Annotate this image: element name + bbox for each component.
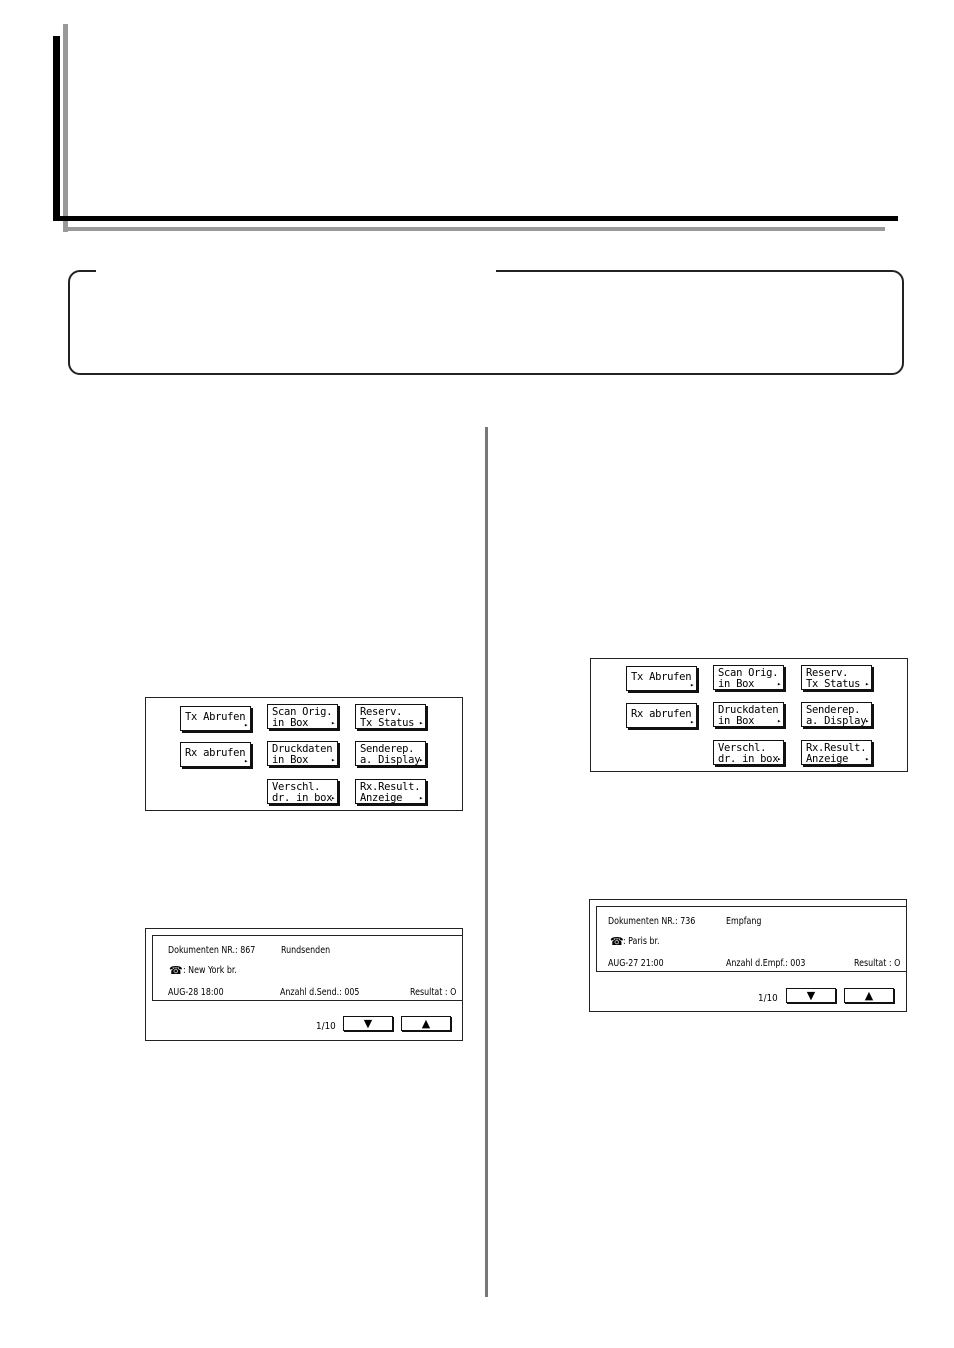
date-time: AUG-28 18:00	[168, 987, 224, 998]
up-arrow-icon: ▲	[864, 989, 874, 1002]
button-label: Scan Orig. in Box	[272, 706, 333, 729]
rx-abrufen-button[interactable]	[180, 742, 251, 767]
arrow-icon: ▸	[419, 756, 423, 764]
page-indicator: 1/10	[758, 993, 778, 1004]
reserv-tx-status-button[interactable]	[801, 665, 872, 690]
tx-abrufen-button[interactable]	[626, 666, 697, 691]
header-bar-vertical-gray	[63, 24, 68, 232]
arrow-icon: ▸	[690, 681, 694, 689]
result-status: Resultat : O	[854, 958, 901, 969]
button-label: Druckdaten in Box	[272, 743, 333, 766]
receive-count: Anzahl d.Empf.: 003	[726, 958, 806, 969]
button-label: Rx.Result. Anzeige	[806, 742, 867, 765]
destination-name: : New York br.	[183, 965, 237, 976]
button-label: Rx abrufen	[185, 747, 246, 759]
button-label: Senderep. a. Display	[806, 704, 867, 727]
arrow-icon: ▸	[690, 718, 694, 726]
reserv-tx-status-button[interactable]	[355, 704, 426, 729]
transmission-mode: Empfang	[726, 916, 762, 927]
down-arrow-icon: ▼	[806, 989, 816, 1002]
rx-result-anzeige-button[interactable]	[801, 740, 872, 765]
arrow-icon: ▸	[331, 756, 335, 764]
result-status: Resultat : O	[410, 987, 457, 998]
button-label: Tx Abrufen	[631, 671, 692, 683]
right-result-screen	[589, 899, 907, 1012]
button-label: Rx abrufen	[631, 708, 692, 720]
note-box	[68, 270, 904, 375]
note-box-title-gap	[96, 266, 496, 276]
header-rule-gray	[63, 227, 885, 231]
transmission-mode: Rundsenden	[281, 945, 331, 956]
button-label: Druckdaten in Box	[718, 704, 779, 727]
arrow-icon: ▸	[419, 794, 423, 802]
verschl-dr-in-box-button[interactable]	[267, 779, 338, 804]
column-divider	[485, 427, 488, 1297]
arrow-icon: ▸	[865, 717, 869, 725]
scroll-down-button[interactable]	[343, 1016, 393, 1031]
up-arrow-icon: ▲	[421, 1017, 431, 1030]
arrow-icon: ▸	[244, 721, 248, 729]
document-number: Dokumenten NR.: 867	[168, 945, 256, 956]
down-arrow-icon: ▼	[363, 1017, 373, 1030]
destination-name: : Paris br.	[623, 936, 660, 947]
rx-result-anzeige-button[interactable]	[355, 779, 426, 804]
arrow-icon: ▸	[331, 794, 335, 802]
right-function-panel	[590, 658, 908, 772]
tx-abrufen-button[interactable]	[180, 706, 251, 731]
arrow-icon: ▸	[244, 757, 248, 765]
arrow-icon: ▸	[865, 680, 869, 688]
button-label: Rx.Result. Anzeige	[360, 781, 421, 804]
scroll-up-button[interactable]	[844, 988, 894, 1003]
phone-icon: ☎	[610, 935, 624, 948]
send-count: Anzahl d.Send.: 005	[280, 987, 360, 998]
rx-abrufen-button[interactable]	[626, 703, 697, 728]
scroll-up-button[interactable]	[401, 1016, 451, 1031]
button-label: Verschl. dr. in box	[718, 742, 779, 765]
document-number: Dokumenten NR.: 736	[608, 916, 696, 927]
date-time: AUG-27 21:00	[608, 958, 664, 969]
page-indicator: 1/10	[316, 1021, 336, 1032]
scan-orig-in-box-button[interactable]	[267, 704, 338, 729]
button-label: Tx Abrufen	[185, 711, 246, 723]
senderep-display-button[interactable]	[355, 741, 426, 766]
scroll-down-button[interactable]	[786, 988, 836, 1003]
druckdaten-in-box-button[interactable]	[713, 702, 784, 727]
button-label: Verschl. dr. in box	[272, 781, 333, 804]
header-rule-black	[53, 216, 898, 221]
arrow-icon: ▸	[331, 719, 335, 727]
left-function-panel	[145, 697, 463, 811]
scan-orig-in-box-button[interactable]	[713, 665, 784, 690]
arrow-icon: ▸	[777, 717, 781, 725]
arrow-icon: ▸	[777, 755, 781, 763]
arrow-icon: ▸	[419, 719, 423, 727]
arrow-icon: ▸	[777, 680, 781, 688]
verschl-dr-in-box-button[interactable]	[713, 740, 784, 765]
button-label: Senderep. a. Display	[360, 743, 421, 766]
button-label: Reserv. Tx Status	[360, 706, 415, 729]
druckdaten-in-box-button[interactable]	[267, 741, 338, 766]
arrow-icon: ▸	[865, 755, 869, 763]
phone-icon: ☎	[169, 964, 183, 977]
header-bar-vertical-black	[53, 36, 60, 221]
senderep-display-button[interactable]	[801, 702, 872, 727]
button-label: Scan Orig. in Box	[718, 667, 779, 690]
button-label: Reserv. Tx Status	[806, 667, 861, 690]
left-result-screen	[145, 928, 463, 1041]
